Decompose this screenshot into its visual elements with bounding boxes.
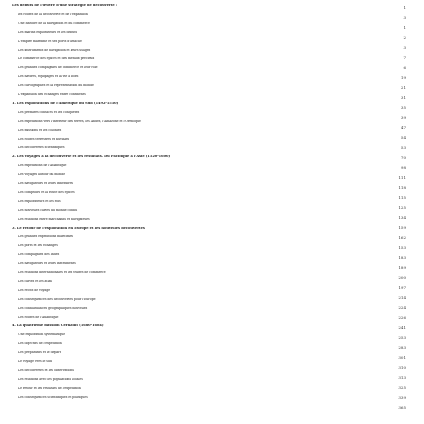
toc-page-number: 339 — [398, 395, 406, 400]
toc-entry: les routes de la découverte et de l'expansion — [18, 12, 88, 16]
toc-page-number: 214 — [398, 295, 406, 300]
toc-entry: Les navigateurs et leurs itinéraires — [18, 182, 74, 185]
toc-entry: Les cartes et les atlas — [18, 279, 52, 283]
toc-entry: Les objectifs de l'expédition — [18, 342, 62, 346]
toc-page-number: 19 — [400, 75, 406, 80]
toc-entry: Les relations entre marchands et navigateurs — [18, 217, 90, 221]
toc-page-number: 301 — [398, 355, 406, 360]
toc-page-number: 310 — [398, 365, 406, 370]
toc-page-number: 159 — [398, 225, 406, 230]
toc-entry: Les expéditions de l'Atlantique — [18, 164, 67, 168]
toc-page-number: 111 — [398, 175, 406, 180]
toc-entry: Les expéditions vers l'intérieur des terres, les Andes, l'Amazone et l'Orénoque — [18, 119, 141, 123]
toc-entry: Une histoire de la navigation et du commerce — [18, 21, 90, 25]
toc-page-number: 39 — [400, 115, 406, 120]
toc-page-number: 325 — [398, 385, 406, 390]
toc-entry: Les relations internationales et les traités de commerce — [18, 271, 106, 274]
toc-page-number: 253 — [398, 335, 406, 340]
toc-entry: Les compagnies des Indes — [18, 253, 60, 257]
toc-entry: Les ports et les échanges — [18, 244, 58, 248]
toc-entry: Les missions et les colonies — [18, 128, 62, 132]
toc-section-heading: 2. Les voyages à la découverte et les résultats. Du Pacifique à l'Asie (1520-1600) — [12, 155, 171, 159]
toc-page-number: 200 — [398, 275, 406, 280]
toc-page-number: 21 — [400, 85, 406, 90]
toc-entry: Les grandes compagnies de commerce et leur rôle — [18, 66, 98, 70]
toc-section-heading: 1. Les explorations de l'Amérique du Sud (1492-1550) — [12, 101, 119, 105]
toc-page-number: 98 — [400, 165, 406, 170]
toc-page-number: 53 — [400, 145, 406, 150]
toc-entry: Les premiers contacts et les conquêtes — [18, 110, 80, 114]
toc-entry: Les conséquences scientifiques et politiques — [18, 395, 88, 399]
toc-page-number: 118 — [398, 185, 406, 190]
toc-entry: L'empire maritime et ses ports d'attache — [18, 39, 82, 43]
toc-entry: Les routes terrestres et fluviales — [18, 137, 70, 141]
toc-page-number: 115 — [398, 195, 406, 200]
toc-section-heading: Les débuts de l'œuvre d'une stratégie de découverte : — [12, 4, 118, 7]
toc-page-number: 54 — [400, 135, 406, 140]
toc-page-number: 197 — [398, 285, 406, 290]
toc-page-number: 162 — [398, 235, 406, 240]
toc-entry: Le retour et les résultats de l'expédition — [18, 386, 81, 390]
toc-page-number: 224 — [398, 305, 406, 310]
toc-page-number: 3 — [403, 45, 406, 50]
toc-entry: Les navigateurs et leurs instruments — [18, 262, 76, 266]
toc-page-number: 1 — [403, 25, 406, 30]
toc-entry: Les découvertes et les observations — [18, 368, 74, 372]
toc-entry: Les routes de l'Atlantique — [18, 315, 59, 319]
toc-page-number: 134 — [398, 215, 406, 220]
toc-entry: Les nouvelles cartes du monde connu — [18, 208, 78, 212]
toc-entry: Les connaissances géographiques nouvelles — [18, 306, 88, 310]
toc-entry: Les découvertes scientifiques — [18, 146, 65, 150]
toc-entry: Les conséquences des découvertes pour l'Europe — [18, 297, 96, 301]
toc-entry: Le commerce des épices et des métaux précieux — [18, 57, 95, 61]
toc-page-number: 153 — [398, 245, 406, 250]
toc-entry: Les grandes expéditions maritimes — [18, 235, 73, 239]
toc-entry: Les voyages autour du monde — [18, 173, 66, 177]
toc-page-number: 6 — [403, 65, 406, 70]
toc-page-number: 3 — [403, 15, 406, 20]
toc-entry: Les comptoirs et la route des épices — [18, 190, 75, 194]
toc-page-number: 313 — [398, 375, 406, 380]
toc-page-number: 189 — [398, 265, 406, 270]
toc-entry: Les préparatifs et le départ — [18, 351, 61, 355]
toc-entry: L'expansion des échanges entre continents — [18, 93, 86, 96]
toc-page-number: 47 — [400, 125, 406, 130]
toc-page-number: 226 — [398, 315, 406, 320]
toc-entry: Les marins explorateurs et les débuts — [18, 30, 78, 34]
toc-page-number: 183 — [398, 255, 406, 260]
toc-entry: Les navires, équipages et la vie à bord — [18, 75, 79, 79]
toc-page-number: 31 — [400, 95, 406, 100]
toc-page-number: 125 — [398, 205, 406, 210]
toc-entry: Le voyage vers le sud — [18, 360, 52, 363]
toc-section-heading: 3. Le retour de l'exploration en Europe et les nouvelles découvertes — [12, 226, 145, 230]
toc-page-number: 283 — [398, 345, 406, 350]
toc-page-number: 35 — [400, 105, 406, 110]
toc-page-number: 2 — [403, 35, 406, 40]
toc-page-number: 1 — [403, 5, 406, 10]
toc-page-number: 70 — [400, 155, 406, 160]
toc-entry: Les instruments de navigation et leurs usages — [18, 48, 91, 52]
toc-entry: Une exploration systématique — [18, 333, 66, 337]
toc-page-number: 7 — [403, 55, 406, 60]
toc-entry: Les récits de voyage — [18, 288, 51, 292]
toc-section-heading: 4. La quatrième mission Cernault (1680-1684) — [12, 324, 104, 328]
toc-entry: Les relations avec les populations locales — [18, 377, 83, 381]
toc-entry: Les cartographes et la représentation du monde — [18, 84, 94, 88]
toc-page-number: 241 — [398, 325, 406, 330]
toc-page-number: 365 — [398, 405, 406, 410]
toc-entry: Les explorateurs et les rois — [18, 199, 61, 203]
